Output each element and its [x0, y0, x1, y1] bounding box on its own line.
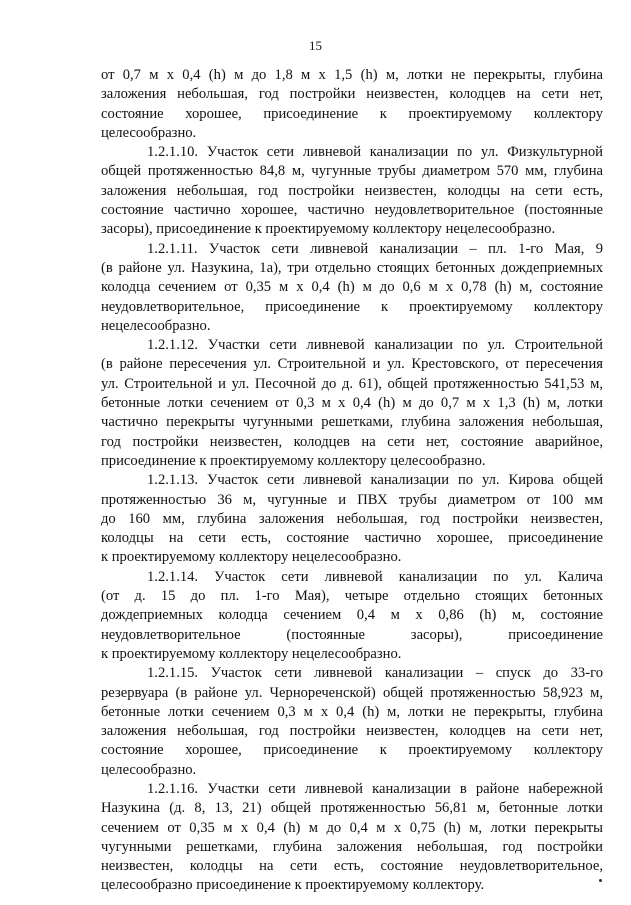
text-line: бетонные лотки сечением 0,3 м x 0,4 (h) м, лотки не перекрыты, глубина [101, 703, 603, 720]
text-line: заложения небольшая, год постройки неизвестен, колодцы на сети есть, [101, 182, 603, 199]
text-line: сечением от 0,35 м x 0,4 (h) м до 0,4 м x 0,75 (h) м, лотки перекрыты [101, 819, 603, 836]
paragraph [101, 240, 603, 336]
text-line: к проектируемому коллектору нецелесообразно. [101, 549, 402, 566]
text-line: год постройки неизвестен, колодцев на сети нет, состояние аварийное, [101, 433, 603, 450]
text-line: 1.2.1.12. Участки сети ливневой канализации по ул. Строительной [147, 337, 603, 354]
text-line: 1.2.1.14. Участок сети ливневой канализации по ул. Калича [147, 568, 603, 585]
text-line: заложения небольшая, год постройки неизвестен, колодцев на сети нет, [101, 86, 603, 103]
paragraph [101, 471, 603, 567]
text-line: колодцы на сети есть, состояние частично хорошее, присоединение [101, 530, 603, 547]
text-line: засоры), присоединение к проектируемому коллектору нецелесообразно. [101, 221, 556, 238]
paragraph [101, 66, 603, 143]
text-line: целесообразно присоединение к проектируемому коллектору. [101, 877, 485, 894]
text-line: от 0,7 м x 0,4 (h) м до 1,8 м x 1,5 (h) м, лотки не перекрыты, глубина [101, 67, 603, 83]
text-line: состояние частично хорошее, частично неудовлетворительное (постоянные [101, 202, 603, 219]
text-line: общей протяженностью 84,8 м, чугунные трубы диаметром 570 мм, глубина [101, 163, 603, 180]
text-line: нецелесообразно. [101, 317, 211, 334]
text-line: 1.2.1.13. Участок сети ливневой канализации по ул. Кирова общей [147, 472, 603, 489]
text-line: ул. Строительной и ул. Песочной до д. 61), общей протяженностью 541,53 м, [101, 375, 603, 392]
text-line: резервуара (в районе ул. Чернореченской) общей протяженностью 58,923 м, [101, 684, 603, 701]
text-line: состояние хорошее, присоединение к проектируемому коллектору [101, 742, 603, 759]
paragraph [101, 780, 603, 896]
text-line: неудовлетворительное, присоединение к проектируемому коллектору [101, 298, 603, 315]
text-line: целесообразно. [101, 761, 197, 778]
text-line: целесообразно. [101, 124, 197, 141]
scan-mark [599, 879, 602, 882]
text-line: к проектируемому коллектору нецелесообразно. [101, 645, 402, 662]
paragraph [101, 664, 603, 780]
paragraph [101, 336, 603, 471]
text-line: чугунными решетками, глубина заложения небольшая, год постройки [101, 838, 603, 855]
text-line: 1.2.1.10. Участок сети ливневой канализации по ул. Физкультурной [147, 144, 603, 161]
document-body [101, 66, 603, 896]
page-number: 15 [309, 38, 322, 53]
text-line: (в районе пересечения ул. Строительной и ул. Крестовского, от пересечения [101, 356, 603, 373]
text-line: протяженностью 36 м, чугунные и ПВХ трубы диаметром от 100 мм [101, 491, 603, 508]
paragraph [101, 568, 603, 664]
text-line: до 160 мм, глубина заложения небольшая, год постройки неизвестен, [101, 510, 603, 527]
text-line: присоединение к проектируемому коллектору целесообразно. [101, 452, 486, 469]
text-line: частично перекрыты чугунными решетками, глубина заложения небольшая, [101, 414, 603, 431]
text-line: неудовлетворительное (постоянные засоры), присоединение [101, 626, 603, 643]
text-line: (от д. 15 до пл. 1-го Мая), четыре отдельно стоящих бетонных [101, 588, 603, 605]
text-line: 1.2.1.15. Участок сети ливневой канализации – спуск до 33-го [147, 665, 603, 682]
text-line: состояние хорошее, присоединение к проектируемому коллектору [101, 105, 603, 122]
text-line: бетонные лотки сечением от 0,3 м x 0,4 (h) м до 0,7 м x 1,3 (h) м, лотки [101, 395, 603, 412]
text-line: Назукина (д. 8, 13, 21) общей протяженностью 56,81 м, бетонные лотки [101, 800, 603, 817]
text-line: (в районе ул. Назукина, 1а), три отдельно стоящих бетонных дождеприемных [101, 259, 603, 276]
text-line: дождеприемных колодца сечением 0,4 м x 0,86 (h) м, состояние [101, 607, 603, 624]
text-line: 1.2.1.16. Участки сети ливневой канализации в районе набережной [147, 780, 603, 797]
text-line: неизвестен, колодцы на сети есть, состояние неудовлетворительное, [101, 858, 603, 875]
text-line: колодца сечением от 0,35 м x 0,4 (h) м до 0,6 м x 0,78 (h) м, состояние [101, 279, 603, 296]
text-line: 1.2.1.11. Участок сети ливневой канализации – пл. 1-го Мая, 9 [147, 240, 603, 257]
text-line: заложения небольшая, год постройки неизвестен, колодцев на сети нет, [101, 723, 603, 740]
paragraph [101, 143, 603, 239]
